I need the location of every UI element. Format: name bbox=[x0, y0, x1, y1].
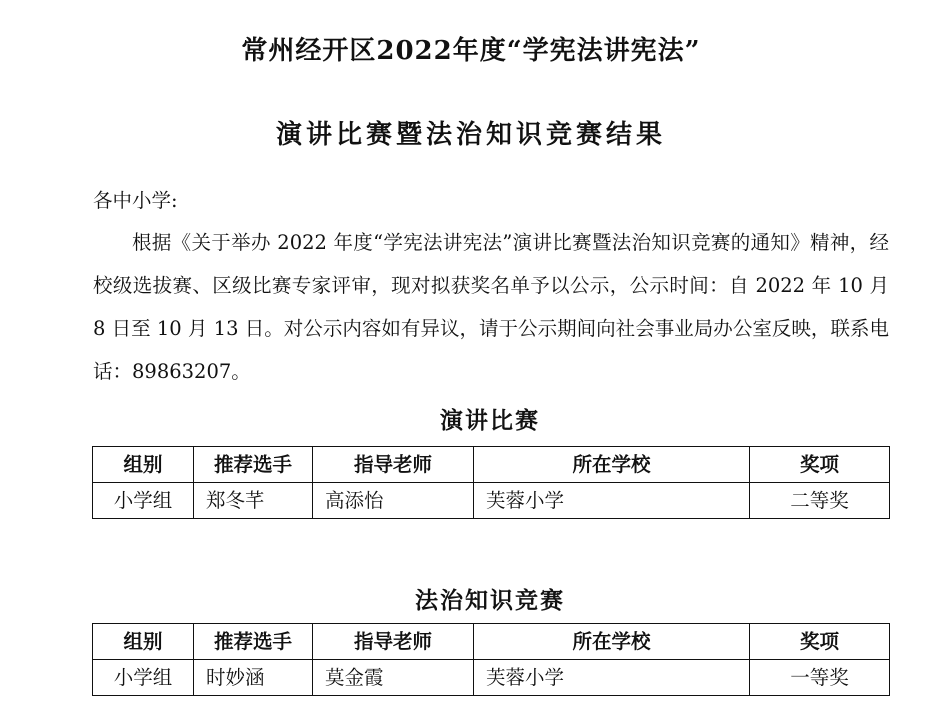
header-award: 奖项 bbox=[750, 624, 890, 660]
cell-teacher: 莫金霞 bbox=[313, 660, 474, 696]
header-teacher: 指导老师 bbox=[313, 624, 474, 660]
table-header-row bbox=[93, 624, 890, 660]
salutation: 各中小学: bbox=[93, 189, 178, 212]
cell-group: 小学组 bbox=[93, 660, 194, 696]
speech-contest-table bbox=[92, 446, 890, 519]
cell-award: 一等奖 bbox=[750, 660, 890, 696]
table-header-row bbox=[93, 447, 890, 483]
section-title-law-quiz: 法治知识竞赛 bbox=[415, 587, 565, 614]
header-award: 奖项 bbox=[750, 447, 890, 483]
header-teacher: 指导老师 bbox=[313, 447, 474, 483]
header-school: 所在学校 bbox=[474, 447, 750, 483]
cell-contestant: 时妙涵 bbox=[194, 660, 313, 696]
header-group: 组别 bbox=[93, 447, 194, 483]
cell-award: 二等奖 bbox=[750, 483, 890, 519]
document-title-line1: 常州经开区2022年度“学宪法讲宪法” bbox=[241, 36, 701, 66]
body-paragraph: 根据《关于举办 2022 年度“学宪法讲宪法”演讲比赛暨法治知识竞赛的通知》精神，经校级选拔赛、区级比赛专家评审，现对拟获奖名单予以公示，公示时间：自 2022 年 10 月 8 日至 10 月 13 日。对公示内容如有异议，请于公示期间向社会事业局办公室反映，联系电话：89863207。 bbox=[93, 231, 889, 383]
cell-contestant: 郑冬芊 bbox=[194, 483, 313, 519]
document-title-line2: 演讲比赛暨法治知识竞赛结果 bbox=[275, 120, 666, 150]
cell-school: 芙蓉小学 bbox=[474, 483, 750, 519]
cell-school: 芙蓉小学 bbox=[474, 660, 750, 696]
section-title-speech-contest: 演讲比赛 bbox=[440, 407, 540, 434]
header-school: 所在学校 bbox=[474, 624, 750, 660]
header-contestant: 推荐选手 bbox=[194, 447, 313, 483]
table-row bbox=[93, 483, 890, 519]
header-contestant: 推荐选手 bbox=[194, 624, 313, 660]
table-row bbox=[93, 660, 890, 696]
cell-teacher: 高添怡 bbox=[313, 483, 474, 519]
law-quiz-table bbox=[92, 623, 890, 696]
header-group: 组别 bbox=[93, 624, 194, 660]
cell-group: 小学组 bbox=[93, 483, 194, 519]
